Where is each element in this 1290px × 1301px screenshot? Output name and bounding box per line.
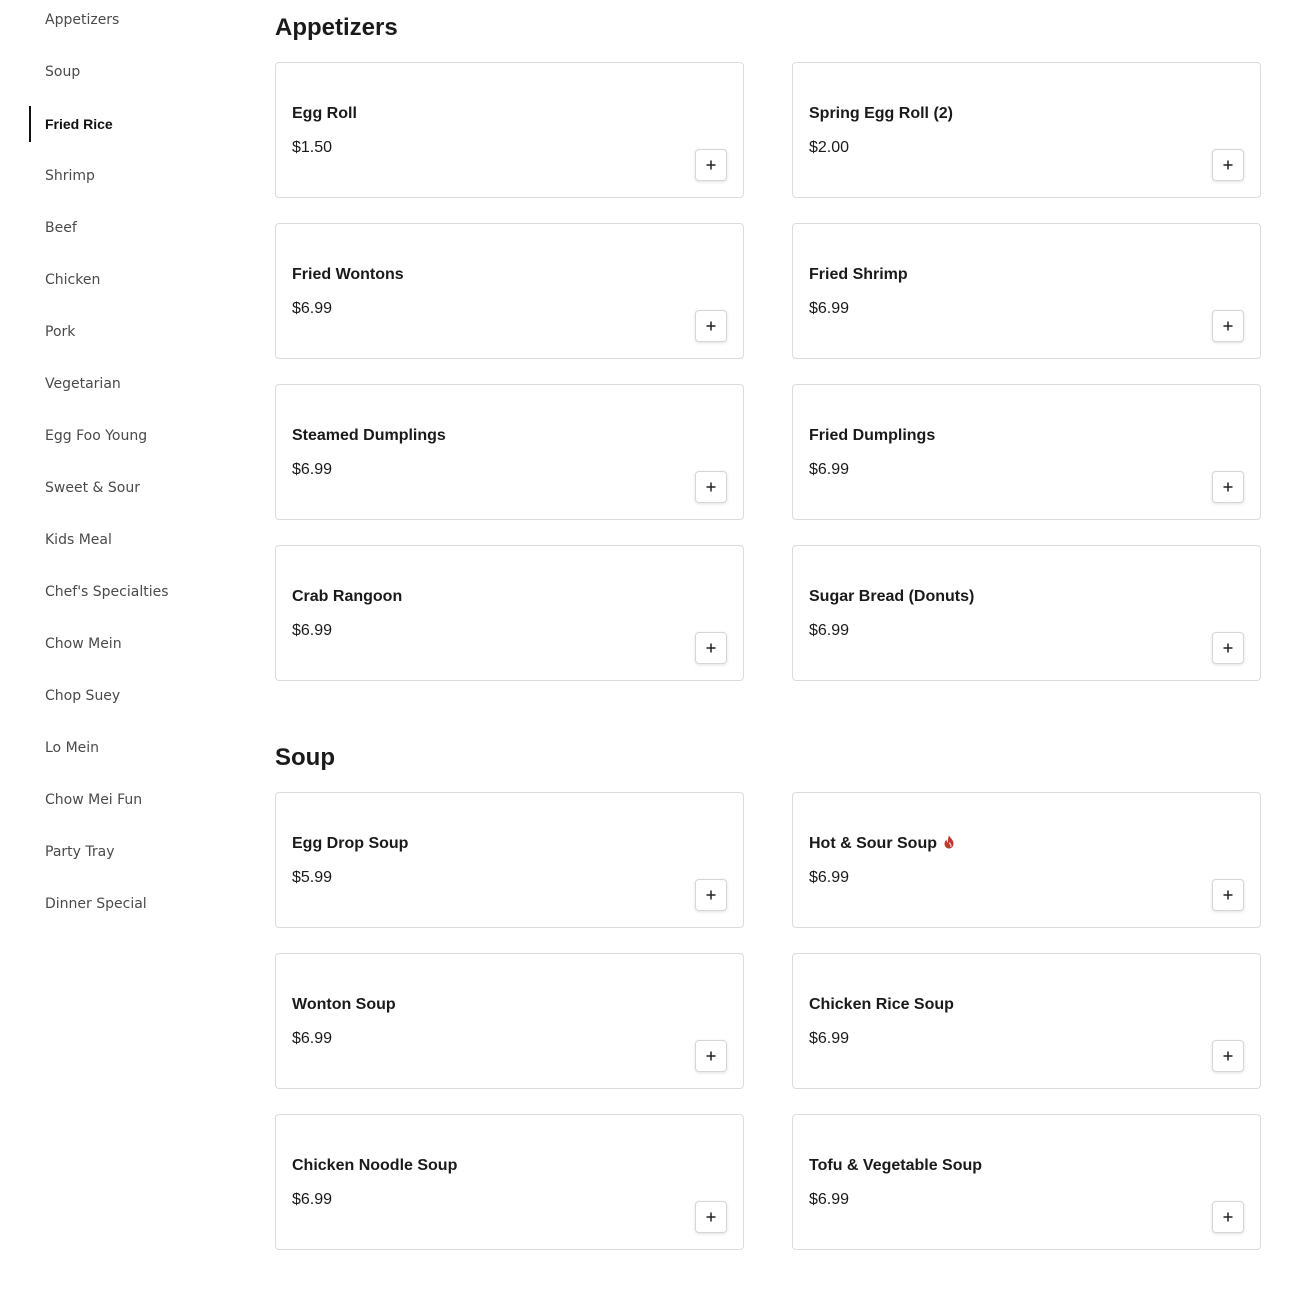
sidebar-item-pork[interactable]: Pork bbox=[45, 324, 76, 340]
menu-item-name-row bbox=[809, 835, 955, 854]
menu-item-name: Spring Egg Roll (2) bbox=[809, 105, 953, 122]
add-item-button[interactable] bbox=[1212, 1040, 1244, 1072]
plus-icon bbox=[706, 888, 716, 903]
sidebar-item-chef-s-specialties[interactable]: Chef's Specialties bbox=[45, 584, 169, 600]
plus-icon bbox=[706, 1049, 716, 1064]
sidebar-item-sweet-and-sour[interactable]: Sweet & Sour bbox=[45, 480, 140, 496]
menu-item-name: Egg Drop Soup bbox=[292, 835, 409, 852]
menu-item-price: $6.99 bbox=[292, 1030, 333, 1047]
menu-item-card[interactable] bbox=[792, 1114, 1261, 1250]
add-item-button[interactable] bbox=[695, 471, 727, 503]
menu-item-price: $6.99 bbox=[292, 461, 333, 478]
menu-item-name: Wonton Soup bbox=[292, 996, 396, 1013]
menu-item-name-row bbox=[292, 427, 446, 445]
sidebar-item-fried-rice[interactable]: Fried Rice bbox=[29, 106, 229, 142]
sidebar-item-egg-foo-young[interactable]: Egg Foo Young bbox=[45, 428, 148, 444]
menu-item-card[interactable] bbox=[792, 223, 1261, 359]
add-item-button[interactable] bbox=[695, 149, 727, 181]
menu-item-name: Crab Rangoon bbox=[292, 588, 403, 605]
menu-item-name-row bbox=[292, 835, 408, 853]
plus-icon bbox=[706, 1210, 716, 1225]
add-item-button[interactable] bbox=[695, 1201, 727, 1233]
menu-item-name: Hot & Sour Soup bbox=[809, 835, 937, 852]
menu-item-name: Chicken Rice Soup bbox=[809, 996, 954, 1013]
section-title: Appetizers bbox=[275, 14, 398, 41]
add-item-button[interactable] bbox=[1212, 310, 1244, 342]
menu-item-card[interactable] bbox=[275, 545, 744, 681]
menu-item-card[interactable] bbox=[792, 384, 1261, 520]
menu-item-card[interactable] bbox=[792, 953, 1261, 1089]
plus-icon bbox=[1223, 319, 1233, 334]
add-item-button[interactable] bbox=[695, 1040, 727, 1072]
category-sidebar bbox=[29, 0, 229, 938]
menu-item-name: Fried Dumplings bbox=[809, 427, 936, 444]
sidebar-item-chow-mein[interactable]: Chow Mein bbox=[45, 636, 122, 652]
sidebar-item-soup[interactable]: Soup bbox=[45, 64, 81, 80]
menu-item-name-row bbox=[292, 588, 402, 606]
add-item-button[interactable] bbox=[1212, 149, 1244, 181]
menu-item-name: Steamed Dumplings bbox=[292, 427, 446, 444]
menu-section-soup bbox=[275, 740, 1261, 1250]
menu-item-name-row bbox=[292, 266, 404, 284]
menu-item-name: Egg Roll bbox=[292, 105, 357, 122]
sidebar-item-dinner-special[interactable]: Dinner Special bbox=[45, 896, 147, 912]
sidebar-item-chop-suey[interactable]: Chop Suey bbox=[45, 688, 121, 704]
flame-icon bbox=[943, 835, 955, 854]
menu-item-name-row bbox=[809, 588, 974, 606]
menu-item-name: Sugar Bread (Donuts) bbox=[809, 588, 975, 605]
plus-icon bbox=[706, 158, 716, 173]
menu-item-price: $6.99 bbox=[292, 300, 333, 317]
plus-icon bbox=[1223, 641, 1233, 656]
menu-item-price: $6.99 bbox=[809, 869, 850, 886]
sidebar-item-chow-mei-fun[interactable]: Chow Mei Fun bbox=[45, 792, 143, 808]
menu-item-name-row bbox=[292, 105, 357, 123]
menu-item-card[interactable] bbox=[275, 62, 744, 198]
menu-item-card[interactable] bbox=[792, 792, 1261, 928]
menu-item-name: Tofu & Vegetable Soup bbox=[809, 1157, 983, 1174]
menu-item-grid bbox=[275, 62, 1261, 681]
menu-item-card[interactable] bbox=[275, 792, 744, 928]
sidebar-item-vegetarian[interactable]: Vegetarian bbox=[45, 376, 121, 392]
menu-item-price: $6.99 bbox=[809, 1191, 850, 1208]
plus-icon bbox=[706, 319, 716, 334]
plus-icon bbox=[1223, 1210, 1233, 1225]
sidebar-item-appetizers[interactable]: Appetizers bbox=[45, 12, 120, 28]
menu-section-appetizers bbox=[275, 10, 1261, 681]
menu-item-price: $6.99 bbox=[809, 461, 850, 478]
menu-item-card[interactable] bbox=[275, 223, 744, 359]
add-item-button[interactable] bbox=[695, 310, 727, 342]
plus-icon bbox=[1223, 888, 1233, 903]
menu-item-price: $6.99 bbox=[809, 1030, 850, 1047]
menu-item-price: $1.50 bbox=[292, 139, 333, 156]
plus-icon bbox=[706, 641, 716, 656]
menu-item-name-row bbox=[292, 1157, 457, 1175]
menu-item-name: Chicken Noodle Soup bbox=[292, 1157, 458, 1174]
menu-item-price: $2.00 bbox=[809, 139, 850, 156]
sidebar-item-shrimp[interactable]: Shrimp bbox=[45, 168, 95, 184]
menu-item-card[interactable] bbox=[792, 545, 1261, 681]
section-title: Soup bbox=[275, 744, 335, 771]
menu-item-name-row bbox=[809, 427, 935, 445]
menu-item-card[interactable] bbox=[792, 62, 1261, 198]
add-item-button[interactable] bbox=[695, 879, 727, 911]
add-item-button[interactable] bbox=[1212, 879, 1244, 911]
sidebar-item-party-tray[interactable]: Party Tray bbox=[45, 844, 115, 860]
menu-item-name-row bbox=[809, 266, 908, 284]
menu-item-card[interactable] bbox=[275, 384, 744, 520]
sidebar-item-chicken[interactable]: Chicken bbox=[45, 272, 101, 288]
menu-item-price: $6.99 bbox=[809, 622, 850, 639]
menu-item-price: $6.99 bbox=[292, 622, 333, 639]
add-item-button[interactable] bbox=[1212, 632, 1244, 664]
menu-item-name: Fried Wontons bbox=[292, 266, 404, 283]
sidebar-item-beef[interactable]: Beef bbox=[45, 220, 77, 236]
menu-item-name-row bbox=[809, 996, 954, 1014]
menu-item-name-row bbox=[809, 1157, 982, 1175]
menu-item-price: $5.99 bbox=[292, 869, 333, 886]
menu-item-name: Fried Shrimp bbox=[809, 266, 908, 283]
sidebar-item-lo-mein[interactable]: Lo Mein bbox=[45, 740, 100, 756]
plus-icon bbox=[1223, 158, 1233, 173]
add-item-button[interactable] bbox=[1212, 1201, 1244, 1233]
plus-icon bbox=[1223, 480, 1233, 495]
menu-item-price: $6.99 bbox=[809, 300, 850, 317]
plus-icon bbox=[1223, 1049, 1233, 1064]
menu-item-card[interactable] bbox=[275, 1114, 744, 1250]
add-item-button[interactable] bbox=[695, 632, 727, 664]
menu-item-name-row bbox=[292, 996, 396, 1014]
sidebar-item-kids-meal[interactable]: Kids Meal bbox=[45, 532, 112, 548]
plus-icon bbox=[706, 480, 716, 495]
add-item-button[interactable] bbox=[1212, 471, 1244, 503]
menu-item-card[interactable] bbox=[275, 953, 744, 1089]
menu-item-price: $6.99 bbox=[292, 1191, 333, 1208]
menu-item-name-row bbox=[809, 105, 953, 123]
menu-content bbox=[275, 0, 1261, 1250]
menu-item-grid bbox=[275, 792, 1261, 1250]
